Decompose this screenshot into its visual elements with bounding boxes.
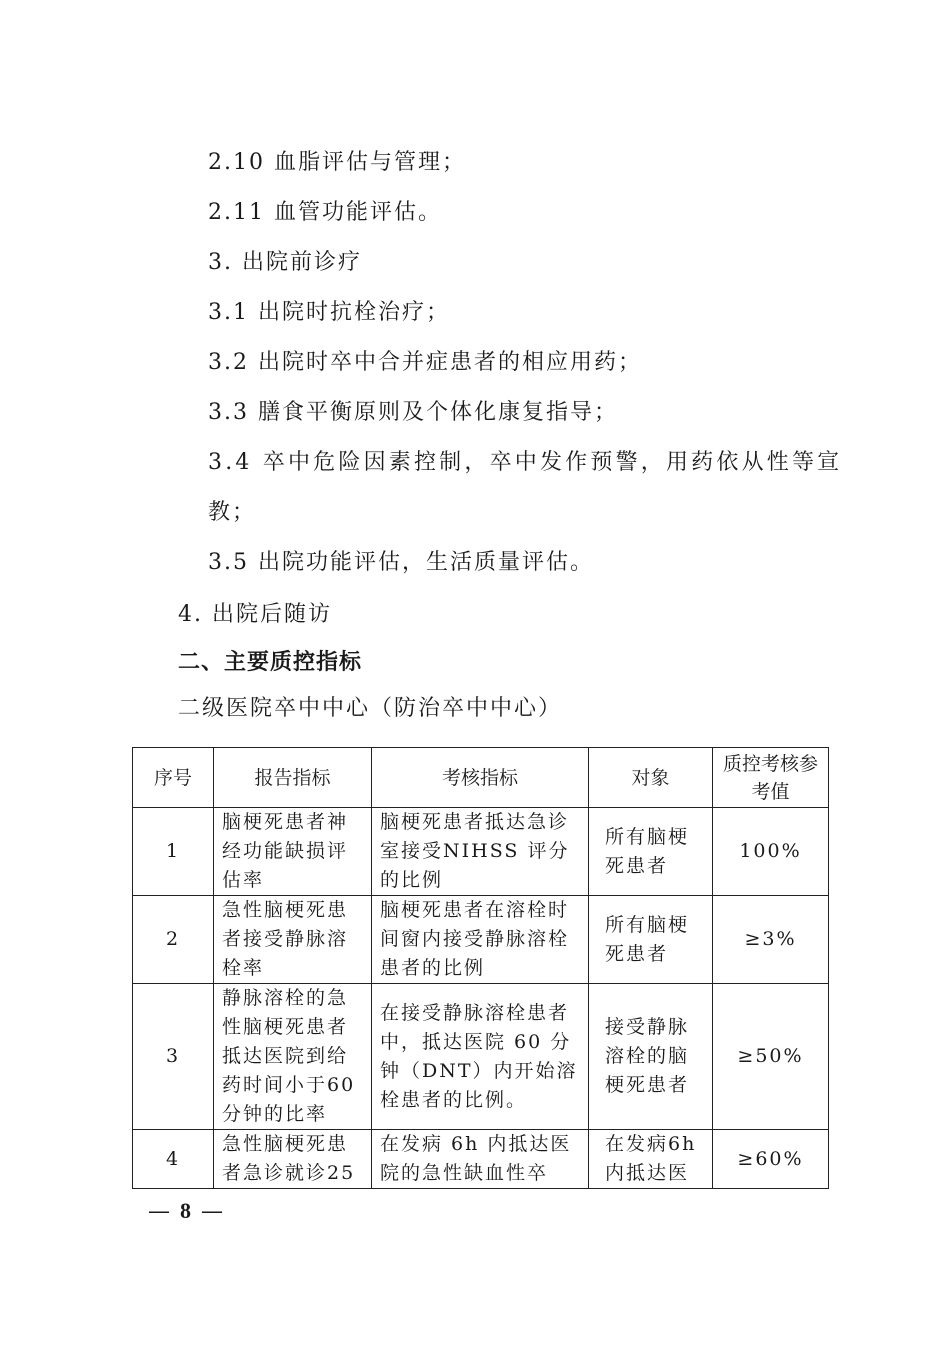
text-line-4: 4. 出院后随访	[178, 602, 332, 627]
cell-assessment-indicator: 在发病 6h 内抵达医院的急性缺血性卒	[372, 1130, 589, 1189]
footer-dash-left: —	[148, 1199, 170, 1224]
table-row	[133, 984, 829, 1130]
header-assessment-indicator: 考核指标	[372, 748, 589, 808]
cell-assessment-indicator: 在接受静脉溶栓患者中，抵达医院 60 分钟（DNT）内开始溶栓患者的比例。	[372, 984, 589, 1130]
header-report-indicator: 报告指标	[214, 748, 372, 808]
cell-index: 1	[133, 808, 214, 896]
text-line-2-10: 2.10 血脂评估与管理；	[208, 150, 466, 175]
section-heading: 二、主要质控指标	[178, 650, 363, 675]
cell-reference-value: ≥50%	[713, 984, 829, 1130]
text-line-3-3: 3.3 膳食平衡原则及个体化康复指导；	[208, 400, 618, 425]
text-line-3-2: 3.2 出院时卒中合并症患者的相应用药；	[208, 350, 642, 375]
cell-reference-value: ≥60%	[713, 1130, 829, 1189]
cell-subject: 所有脑梗死患者	[589, 808, 713, 896]
cell-report-indicator: 急性脑梗死患者急诊就诊25	[214, 1130, 372, 1189]
quality-control-table	[132, 747, 829, 1189]
page-footer	[148, 1198, 223, 1224]
header-subject: 对象	[589, 748, 713, 808]
text-line-3-4-cont: 教；	[208, 500, 257, 525]
cell-subject: 接受静脉溶栓的脑梗死患者	[589, 984, 713, 1130]
cell-index: 4	[133, 1130, 214, 1189]
text-line-2-11: 2.11 血管功能评估。	[208, 200, 442, 225]
table-header-row	[133, 748, 829, 808]
cell-report-indicator: 静脉溶栓的急性脑梗死患者抵达医院到给药时间小于60分钟的比率	[214, 984, 372, 1130]
text-line-3-1: 3.1 出院时抗栓治疗；	[208, 300, 450, 325]
text-line-3-4: 3.4 卒中危险因素控制，卒中发作预警，用药依从性等宣	[208, 450, 843, 475]
text-line-3-5: 3.5 出院功能评估，生活质量评估。	[208, 550, 594, 575]
cell-reference-value: ≥3%	[713, 896, 829, 984]
footer-dash-right: —	[201, 1199, 223, 1224]
cell-reference-value: 100%	[713, 808, 829, 896]
cell-report-indicator: 急性脑梗死患者接受静脉溶栓率	[214, 896, 372, 984]
cell-index: 3	[133, 984, 214, 1130]
page-number: 8	[180, 1198, 191, 1223]
header-reference-value: 质控考核参考值	[713, 748, 829, 808]
table-caption: 二级医院卒中中心（防治卒中中心）	[178, 696, 563, 721]
table-row	[133, 896, 829, 984]
cell-assessment-indicator: 脑梗死患者在溶栓时间窗内接受静脉溶栓患者的比例	[372, 896, 589, 984]
cell-assessment-indicator: 脑梗死患者抵达急诊室接受NIHSS 评分的比例	[372, 808, 589, 896]
cell-subject: 所有脑梗死患者	[589, 896, 713, 984]
text-line-3: 3. 出院前诊疗	[208, 250, 362, 275]
cell-index: 2	[133, 896, 214, 984]
table-row	[133, 1130, 829, 1189]
table-row	[133, 808, 829, 896]
header-index: 序号	[133, 748, 214, 808]
cell-report-indicator: 脑梗死患者神经功能缺损评估率	[214, 808, 372, 896]
cell-subject: 在发病6h内抵达医	[589, 1130, 713, 1189]
